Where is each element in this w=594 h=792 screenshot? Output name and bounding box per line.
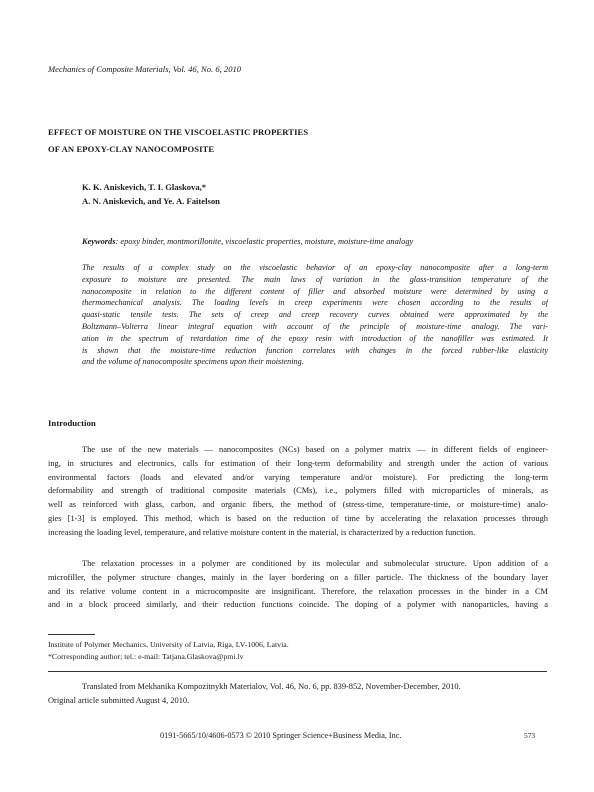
author-line: A. N. Aniskevich, and Ye. A. Faitelson — [82, 195, 220, 206]
abstract-line: is shown that the moisture-time reduction function correlates with changes in the forced rubber-like elasticity — [82, 345, 548, 355]
footnote-divider — [48, 634, 95, 635]
paragraph-line: The relaxation processes in a polymer are conditioned by its molecular and submolecular structure. Upon addition of a — [82, 559, 548, 568]
translation-line: Original article submitted August 4, 2010. — [48, 695, 190, 705]
paragraph-line: and in a block proceed similarly, and their reduction functions coincide. The doping of a polymer with nanoparticles, having a — [48, 600, 548, 610]
paragraph-line: deformability and strength of traditional composite materials (CMs), i.e., polymers filled with microparticles of minerals, as — [48, 486, 548, 496]
abstract-line: Boltzmann–Volterra linear integral equation with account of the principle of moisture-time analogy. The vari- — [82, 321, 548, 331]
author-list — [82, 181, 220, 208]
abstract — [82, 262, 548, 368]
paragraph-line: microfiller, the polymer structure changes, mainly in the layer bordering on a filler particle. The thickness of the boundary layer — [48, 572, 548, 582]
abstract-line: nanocomposite in relation to the different content of filler and absorbed moisture were determined by using a — [82, 286, 548, 296]
title-line: OF AN EPOXY-CLAY NANOCOMPOSITE — [48, 144, 215, 154]
keywords — [82, 237, 413, 246]
page-number: 573 — [524, 731, 536, 740]
footnote-corresponding-author: *Corresponding author; tel.: e-mail: Tatjana.Glaskova@pmi.lv — [48, 652, 244, 661]
keywords-text: : epoxy binder, montmorillonite, viscoelastic properties, moisture, moisture-time analogy — [115, 237, 414, 246]
author-line: K. K. Aniskevich, T. I. Glaskova,* — [82, 182, 207, 192]
article-title — [48, 124, 308, 158]
abstract-line: quasi-static tensile tests. The sets of creep and creep recovery curves obtained were approximated by the — [82, 310, 548, 320]
abstract-line: exposure to moisture are presented. The main laws of variation in the glass-transition temperature of the — [82, 274, 548, 284]
paragraph-line: The use of the new materials — nanocomposites (NCs) based on a polymer matrix — in different fields of engineer- — [82, 445, 548, 454]
paragraph-line: and its relative volume content in a microcomposite are insignificant. Therefore, the relaxation processes in the binder in a CM — [48, 586, 548, 596]
abstract-line: ation in the spectrum of retardation time of the epoxy resin with introduction of the nanofiller was estimated. It — [82, 333, 548, 343]
paragraph-line: well as reinforced with glass, carbon, and organic fibers, the method of (stress-time, temperature-time, or moisture-time) analo- — [48, 500, 548, 510]
keywords-label: Keywords — [82, 237, 116, 246]
paragraph-line: gies [1-3] is employed. This method, which is based on the reduction of time by accelerating the relaxation processes through — [48, 513, 548, 523]
abstract-line: The results of a complex study on the viscoelastic behavior of an epoxy-clay nanocomposite after a long-term — [82, 263, 548, 272]
paragraph-line: environmental factors (loads and elevated and/or varying temperature and/or moisture). For predicting the long-term — [48, 472, 548, 482]
title-line: EFFECT OF MOISTURE ON THE VISCOELASTIC PROPERTIES — [48, 127, 309, 137]
section-heading-introduction: Introduction — [48, 418, 96, 428]
footnote-affiliation: Institute of Polymer Mechanics, University of Latvia, Riga, LV-1006, Latvia. — [48, 640, 289, 649]
footnotes — [48, 639, 289, 663]
translation-line: Translated from Mekhanika Kompozitnykh Materialov, Vol. 46, No. 6, pp. 839-852, November-December, 2010. — [82, 682, 461, 691]
translation-note — [48, 680, 548, 707]
journal-citation: Mechanics of Composite Materials, Vol. 46, No. 6, 2010 — [48, 64, 242, 74]
paragraph-line: increasing the loading level, temperature, and relative moisture content in the material, is characterized by a reduction function. — [48, 527, 476, 537]
abstract-line: and the volume of nanocomposite specimens upon their moistening. — [82, 357, 304, 367]
paragraph-2 — [48, 557, 548, 612]
paragraph-1 — [48, 443, 548, 540]
abstract-line: thermomechanical analysis. The loading levels in creep experiments were chosen according to the results of — [82, 298, 548, 308]
translation-divider — [48, 671, 547, 672]
paragraph-line: ing, in structures and electronics, calls for estimation of their long-term deformability and strength under the action of various — [48, 458, 548, 468]
copyright-line: 0191-5665/10/4606-0573 © 2010 Springer Science+Business Media, Inc. — [160, 731, 402, 740]
